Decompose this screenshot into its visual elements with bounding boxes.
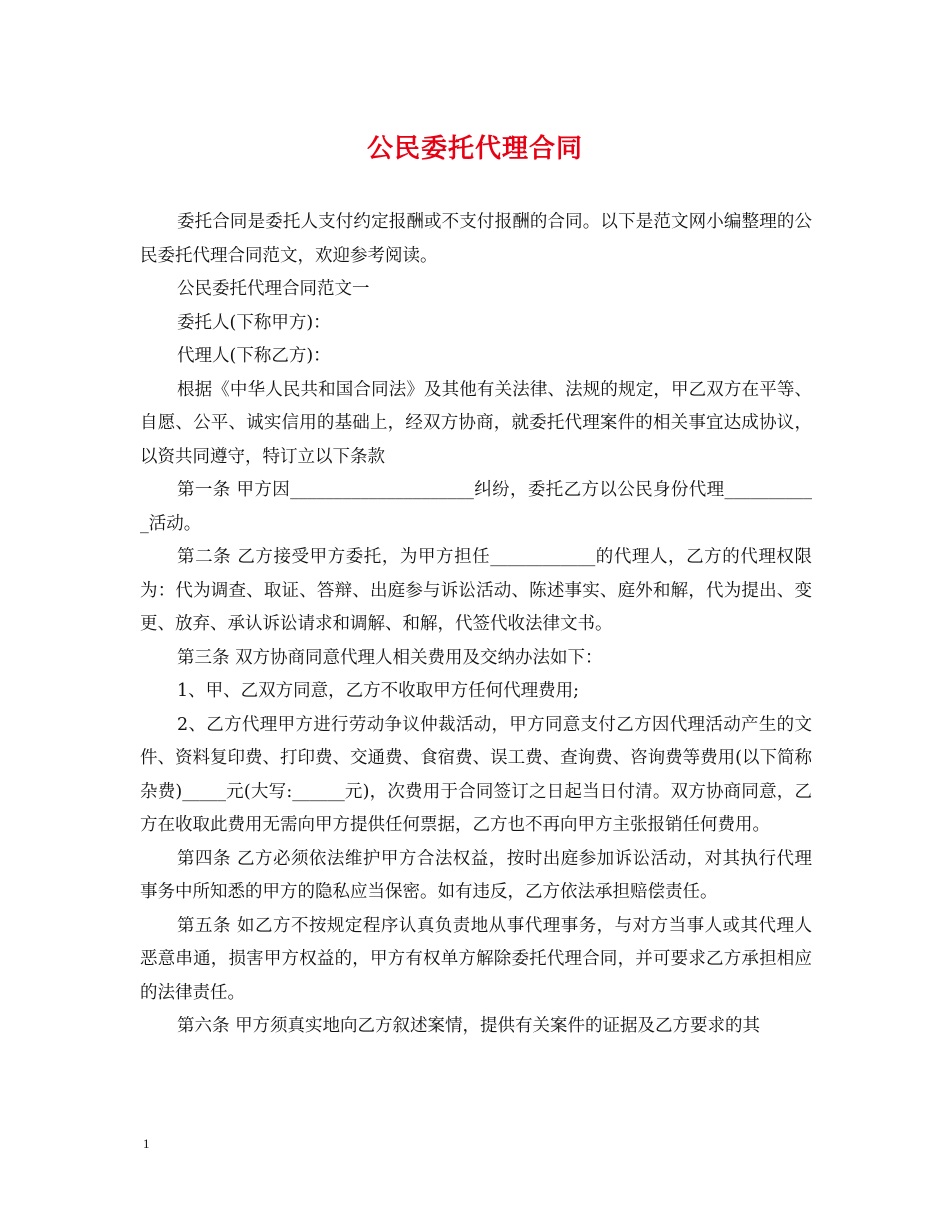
paragraph-intro: 委托合同是委托人支付约定报酬或不支付报酬的合同。以下是范文网小编整理的公民委托代理合同范文，欢迎参考阅读。	[140, 212, 812, 266]
paragraph-article-3: 第三条 双方协商同意代理人相关费用及交纳办法如下：	[177, 647, 603, 668]
paragraph-article-1: 第一条 甲方因_____________________纠纷，委托乙方以公民身份代理___________活动。	[140, 480, 812, 534]
paragraph-article-3-item-2: 2、乙方代理甲方进行劳动争议仲裁活动，甲方同意支付乙方因代理活动产生的文件、资料复印费、打印费、交通费、食宿费、误工费、查询费、咨询费等费用(以下简称杂费)_____元(大写:______元)，次费用于合同签订之日起当日付清。双方协商同意，乙方在收取此费用无需向甲方提供任何票据，乙方也不再向甲方主张报销任何费用。	[140, 714, 812, 835]
paragraph-sample-heading: 公民委托代理合同范文一	[177, 279, 370, 299]
paragraph-agent: 代理人(下称乙方)：	[177, 346, 331, 366]
paragraph-preamble: 根据《中华人民共和国合同法》及其他有关法律、法规的规定，甲乙双方在平等、自愿、公平、诚实信用的基础上，经双方协商，就委托代理案件的相关事宜达成协议，以资共同遵守，特订立以下条款	[140, 379, 812, 467]
paragraph-article-3-item-1: 1、甲、乙双方同意，乙方不收取甲方任何代理费用;	[177, 681, 580, 701]
page-number: 1	[143, 1136, 150, 1151]
document-title: 公民委托代理合同	[366, 134, 583, 164]
paragraph-article-6: 第六条 甲方须真实地向乙方叙述案情，提供有关案件的证据及乙方要求的其	[177, 1016, 761, 1036]
paragraph-article-4: 第四条 乙方必须依法维护甲方合法权益，按时出庭参加诉讼活动，对其执行代理事务中所知悉的甲方的隐私应当保密。如有违反，乙方依法承担赔偿责任。	[140, 848, 812, 902]
paragraph-article-2: 第二条 乙方接受甲方委托，为甲方担任____________的代理人，乙方的代理权限为：代为调查、取证、答辩、出庭参与诉讼活动、陈述事实、庭外和解，代为提出、变更、放弃、承认诉讼请求和调解、和解，代签代收法律文书。	[140, 547, 812, 634]
paragraph-article-5: 第五条 如乙方不按规定程序认真负责地从事代理事务，与对方当事人或其代理人恶意串通，损害甲方权益的，甲方有权单方解除委托代理合同，并可要求乙方承担相应的法律责任。	[140, 915, 812, 1003]
document-body	[140, 206, 812, 1044]
paragraph-principal: 委托人(下称甲方)：	[177, 312, 331, 333]
